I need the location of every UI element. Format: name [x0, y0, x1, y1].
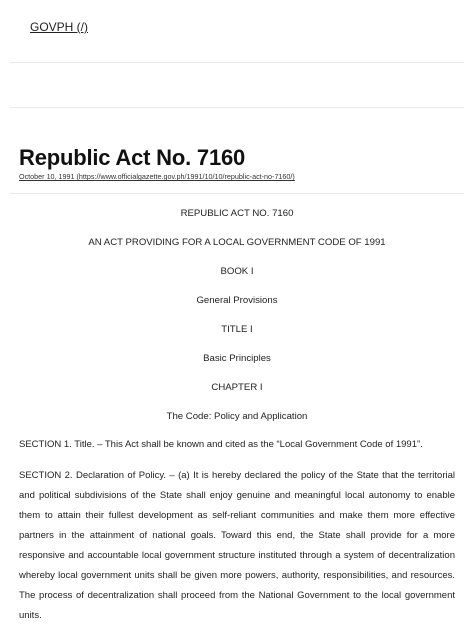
document-heading: REPUBLIC ACT NO. 7160: [180, 208, 294, 219]
chapter-name: The Code: Policy and Application: [166, 411, 308, 422]
title-divider: [10, 193, 464, 194]
govph-home-link[interactable]: GOVPH (/): [30, 20, 89, 34]
date-link[interactable]: October 10, 1991 (https://www.officialgazette.gov.ph/1991/10/10/republic-act-no-7160/): [19, 172, 295, 181]
page-title: Republic Act No. 7160: [19, 145, 246, 170]
title-label: TITLE I: [221, 324, 253, 335]
top-navigation-bar: [0, 0, 474, 62]
header-divider: [10, 62, 464, 63]
book-label: BOOK I: [220, 266, 254, 277]
section-1-paragraph: SECTION 1. Title. – This Act shall be known and cited as the “Local Government Code of 1991”.: [19, 439, 423, 450]
book-title: General Provisions: [196, 295, 278, 306]
title-name: Basic Principles: [203, 353, 271, 364]
document-subtitle: AN ACT PROVIDING FOR A LOCAL GOVERNMENT CODE OF 1991: [88, 237, 386, 248]
chapter-label: CHAPTER I: [211, 382, 263, 393]
section-2-paragraph: SECTION 2. Declaration of Policy. – (a) It is hereby declared the policy of the State that the territorial and political subdivisions of the State shall enjoy genuine and meaningful local autonomy to enable them to attain their fullest development as self-reliant communities and make them more effective partners in the attainment of national goals. Toward this end, the State shall provide for a more responsive and accountable local government structure instituted through a system of decentralization whereby local government units shall be given more powers, authority, responsibilities, and resources. The process of decentralization shall proceed from the National Government to the local government units.: [19, 470, 455, 621]
nav-divider: [10, 107, 464, 108]
